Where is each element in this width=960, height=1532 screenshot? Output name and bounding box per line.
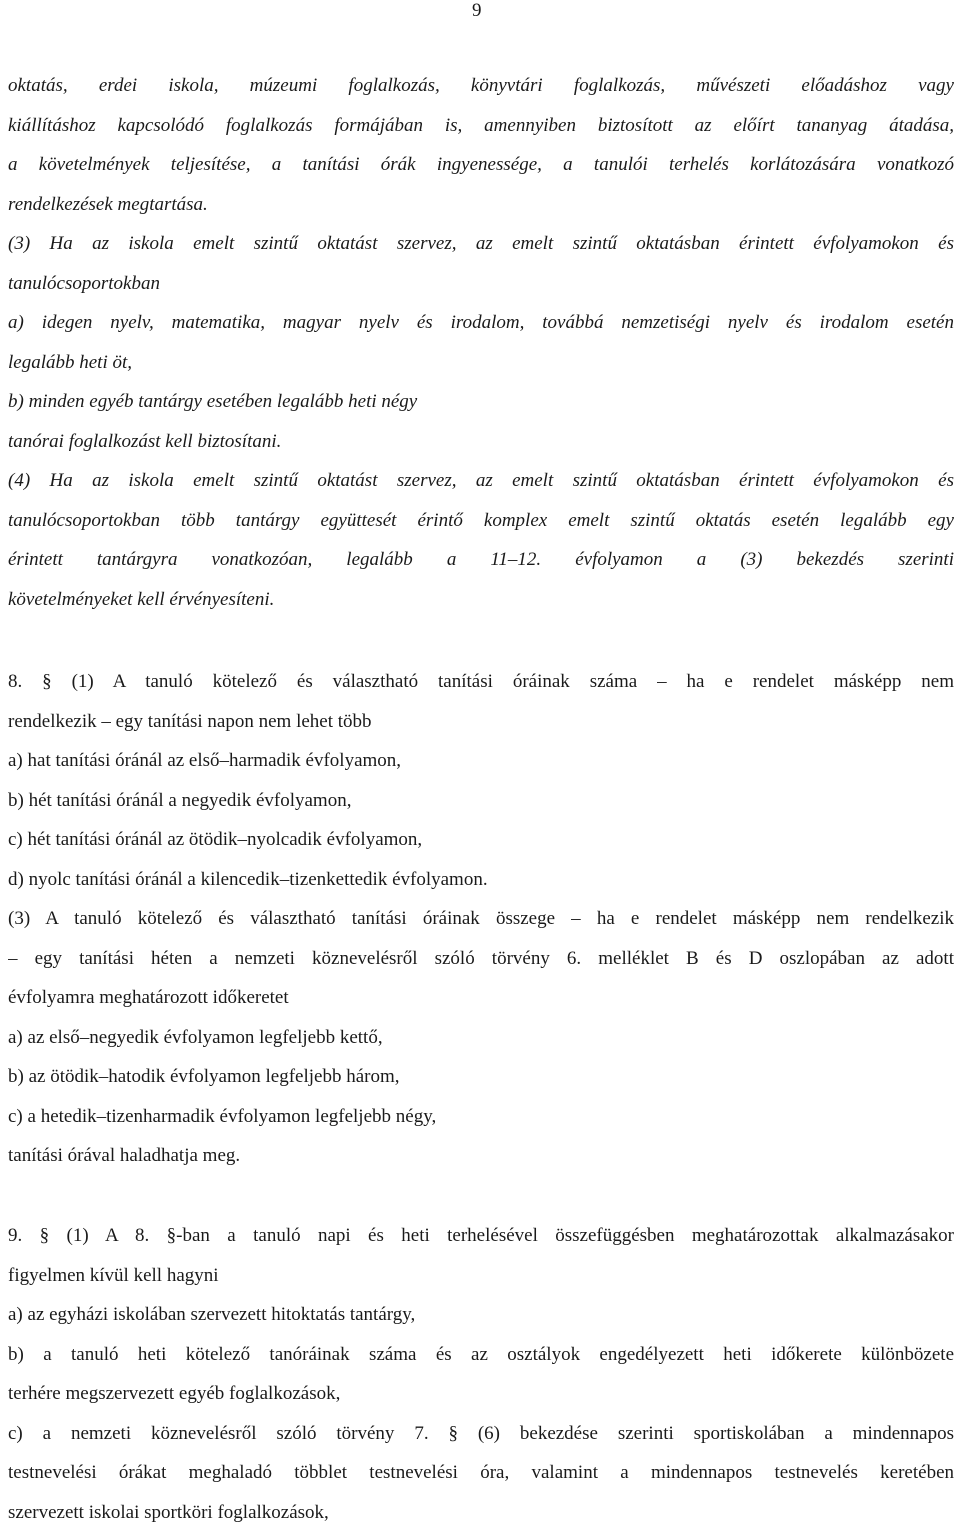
text-line: rendelkezések megtartása. bbox=[8, 185, 954, 225]
text-line: a követelmények teljesítése, a tanítási órák ingyenessége, a tanulói terhelés korlátozására vonatkozó bbox=[8, 145, 954, 185]
section-9-block bbox=[8, 1216, 954, 1532]
text-line: b) hét tanítási óránál a negyedik évfolyamon, bbox=[8, 781, 954, 821]
section-8-block bbox=[8, 662, 954, 1176]
text-line: legalább heti öt, bbox=[8, 343, 954, 383]
section-8-heading-line: 8. § (1) A tanuló kötelező és választható tanítási óráinak száma – ha e rendelet másképp nem bbox=[8, 662, 954, 702]
text-line: (4) Ha az iskola emelt szintű oktatást szervez, az emelt szintű oktatásban érintett évfolyamokon és bbox=[8, 461, 954, 501]
text-line: tanítási órával haladhatja meg. bbox=[8, 1136, 954, 1176]
section-9-heading-line: 9. § (1) A 8. §-ban a tanuló napi és heti terhelésével összefüggésben meghatározottak alkalmazásakor bbox=[8, 1216, 954, 1256]
text-line: c) hét tanítási óránál az ötödik–nyolcadik évfolyamon, bbox=[8, 820, 954, 860]
text-line: testnevelési órákat meghaladó többlet testnevelési óra, valamint a mindennapos testnevelés keretében bbox=[8, 1453, 954, 1493]
text-line: tanulócsoportokban bbox=[8, 264, 954, 304]
text-line: terhére megszervezett egyéb foglalkozások, bbox=[8, 1374, 954, 1414]
text-line: évfolyamra meghatározott időkeretet bbox=[8, 978, 954, 1018]
text-line: b) a tanuló heti kötelező tanóráinak száma és az osztályok engedélyezett heti időkerete különbözete bbox=[8, 1335, 954, 1375]
text-line: b) minden egyéb tantárgy esetében legalább heti négy bbox=[8, 382, 954, 422]
text-line: c) a hetedik–tizenharmadik évfolyamon legfeljebb négy, bbox=[8, 1097, 954, 1137]
text-line: a) idegen nyelv, matematika, magyar nyelv és irodalom, továbbá nemzetiségi nyelv és irodalom esetén bbox=[8, 303, 954, 343]
text-line: a) az egyházi iskolában szervezett hitoktatás tantárgy, bbox=[8, 1295, 954, 1335]
text-line: (3) A tanuló kötelező és választható tanítási óráinak összege – ha e rendelet másképp nem rendelkezik bbox=[8, 899, 954, 939]
text-line: figyelmen kívül kell hagyni bbox=[8, 1256, 954, 1296]
text-line: a) az első–negyedik évfolyamon legfeljebb kettő, bbox=[8, 1018, 954, 1058]
text-line: követelményeket kell érvényesíteni. bbox=[8, 580, 954, 620]
text-line: kiállításhoz kapcsolódó foglalkozás formájában is, amennyiben biztosított az előírt tananyag átadása, bbox=[8, 106, 954, 146]
paragraph-block-1 bbox=[8, 66, 954, 619]
text-line: d) nyolc tanítási óránál a kilencedik–tizenkettedik évfolyamon. bbox=[8, 860, 954, 900]
text-line: b) az ötödik–hatodik évfolyamon legfeljebb három, bbox=[8, 1057, 954, 1097]
text-line: – egy tanítási héten a nemzeti köznevelésről szóló törvény 6. melléklet B és D oszlopában az adott bbox=[8, 939, 954, 979]
text-line: tanulócsoportokban több tantárgy együttesét érintő komplex emelt szintű oktatás esetén legalább egy bbox=[8, 501, 954, 541]
page-number: 9 bbox=[472, 0, 482, 22]
text-line: szervezett iskolai sportköri foglalkozások, bbox=[8, 1493, 954, 1532]
text-line: c) a nemzeti köznevelésről szóló törvény 7. § (6) bekezdése szerinti sportiskolában a mindennapos bbox=[8, 1414, 954, 1454]
text-line: rendelkezik – egy tanítási napon nem lehet több bbox=[8, 702, 954, 742]
text-line: érintett tantárgyra vonatkozóan, legalább a 11–12. évfolyamon a (3) bekezdés szerinti bbox=[8, 540, 954, 580]
text-line: oktatás, erdei iskola, múzeumi foglalkozás, könyvtári foglalkozás, művészeti előadáshoz vagy bbox=[8, 66, 954, 106]
text-line: tanórai foglalkozást kell biztosítani. bbox=[8, 422, 954, 462]
text-line: a) hat tanítási óránál az első–harmadik évfolyamon, bbox=[8, 741, 954, 781]
text-line: (3) Ha az iskola emelt szintű oktatást szervez, az emelt szintű oktatásban érintett évfolyamokon és bbox=[8, 224, 954, 264]
